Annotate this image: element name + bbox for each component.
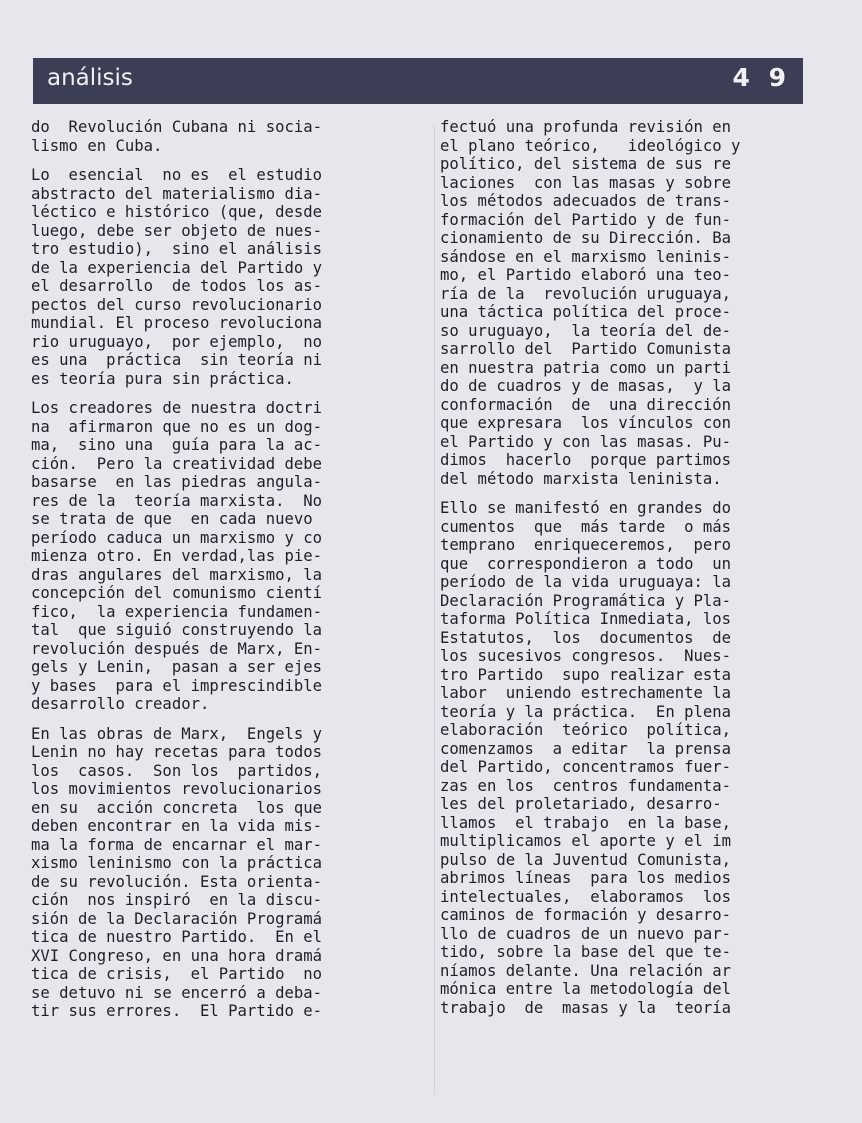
text-line: una táctica política del proce- — [440, 303, 732, 321]
text-line: ría de la revolución uruguaya, — [440, 284, 732, 303]
text-line: XVI Congreso, en una hora dramá — [31, 946, 323, 965]
text-line: sándose en el marxismo leninis- — [440, 247, 732, 266]
text-line: de su revolución. Esta orienta- — [31, 872, 323, 891]
text-line: el plano teórico, ideológico y — [440, 136, 741, 155]
text-line: multiplicamos el aporte y el im — [440, 832, 732, 850]
text-line: zas en los centros fundamenta- — [440, 776, 732, 795]
text-line: período caduca un marxismo y co — [31, 528, 323, 547]
text-line: mundial. El proceso revoluciona — [31, 314, 323, 332]
text-line: tido, sobre la base del que te- — [440, 943, 732, 961]
text-line: laciones con las masas y sobre — [440, 173, 732, 192]
text-line: del Partido, concentramos fuer- — [440, 758, 732, 776]
text-line: so uruguayo, la teoría del de- — [440, 321, 732, 340]
text-line: sarrollo del Partido Comunista — [440, 340, 732, 358]
text-line: período de la vida uruguaya: la — [440, 573, 732, 591]
text-line: y bases para el imprescindible — [31, 676, 323, 695]
text-line: deben encontrar en la vida mis- — [31, 817, 323, 835]
section-title: análisis — [47, 65, 133, 91]
text-line: ma, sino una guía para la ac- — [31, 436, 323, 454]
text-line: dimos hacerlo porque partimos — [440, 451, 732, 469]
right-column — [440, 118, 812, 1028]
text-line: xismo leninismo con la práctica — [31, 854, 323, 872]
text-line: teoría y la práctica. En plena — [440, 702, 732, 721]
text-line: formación del Partido y de fun- — [440, 210, 732, 229]
text-line: fico, la experiencia fundamen- — [31, 602, 323, 621]
text-line: Declaración Programática y Pla- — [440, 591, 732, 610]
text-line: gels y Lenin, pasan a ser ejes — [31, 658, 323, 676]
text-line: pulso de la Juventud Comunista, — [440, 850, 732, 869]
text-line: mienza otro. En verdad,las pie- — [31, 547, 323, 565]
text-line: mo, el Partido elaboró una teo- — [440, 266, 732, 284]
text-line: Estatutos, los documentos de — [440, 628, 732, 647]
text-line: los movimientos revolucionarios — [31, 780, 323, 798]
text-line: do de cuadros y de masas, y la — [440, 377, 732, 395]
text-line: político, del sistema de sus re — [440, 155, 732, 173]
left-column — [31, 118, 403, 1032]
text-line: res de la teoría marxista. No — [31, 491, 323, 510]
text-line: se detuvo ni se encerró a deba- — [31, 983, 323, 1002]
text-line: tro Partido supo realizar esta — [440, 665, 732, 684]
text-line: los casos. Son los partidos, — [31, 761, 323, 780]
text-line: del método marxista leninista. — [440, 469, 722, 488]
text-line: llamos el trabajo en la base, — [440, 813, 732, 832]
text-line: revolución después de Marx, En- — [31, 639, 323, 658]
text-line: do Revolución Cubana ni socia- — [31, 118, 323, 136]
paragraph — [31, 166, 403, 388]
text-line: luego, debe ser objeto de nues- — [31, 221, 323, 240]
text-line: dras angulares del marxismo, la — [31, 565, 323, 584]
text-line: cionamiento de su Dirección. Ba — [440, 229, 732, 247]
text-line: los métodos adecuados de trans- — [440, 192, 732, 210]
text-line: taforma Política Inmediata, los — [440, 610, 732, 628]
text-line: basarse en las piedras angula- — [31, 473, 323, 491]
text-line: los sucesivos congresos. Nues- — [440, 647, 732, 665]
text-line: En las obras de Marx, Engels y — [31, 724, 323, 743]
page-header — [33, 58, 803, 104]
text-line: ción. Pero la creatividad debe — [31, 454, 323, 473]
text-line: trabajo de masas y la teoría — [440, 998, 732, 1017]
text-line: elaboración teórico política, — [440, 721, 732, 739]
text-line: en nuestra patria como un parti — [440, 358, 732, 377]
page-number: 4 9 — [732, 63, 791, 92]
text-line: sión de la Declaración Programá — [31, 909, 323, 928]
text-line: rio uruguayo, por ejemplo, no — [31, 332, 323, 351]
text-line: na afirmaron que no es un dog- — [31, 417, 323, 436]
text-line: Los creadores de nuestra doctri — [31, 399, 323, 417]
text-line: intelectuales, elaboramos los — [440, 887, 732, 906]
text-line: cumentos que más tarde o más — [440, 517, 732, 536]
text-line: pectos del curso revolucionario — [31, 295, 323, 314]
paragraph — [440, 118, 812, 488]
text-line: desarrollo creador. — [31, 695, 210, 713]
text-line: tica de crisis, el Partido no — [31, 965, 323, 983]
text-line: fectuó una profunda revisión en — [440, 118, 732, 136]
text-line: lismo en Cuba. — [31, 136, 163, 155]
text-line: caminos de formación y desarro- — [440, 906, 732, 924]
text-line: tica de nuestro Partido. En el — [31, 928, 323, 946]
text-line: tro estudio), sino el análisis — [31, 240, 323, 258]
text-line: el desarrollo de todos los as- — [31, 277, 323, 295]
text-line: Lenin no hay recetas para todos — [31, 743, 323, 761]
text-line: conformación de una dirección — [440, 395, 732, 414]
text-line: temprano enriqueceremos, pero — [440, 536, 732, 554]
text-line: el Partido y con las masas. Pu- — [440, 432, 732, 451]
text-line: les del proletariado, desarro- — [440, 795, 722, 813]
paragraph — [31, 399, 403, 714]
text-line: es una práctica sin teoría ni — [31, 351, 323, 369]
text-line: labor uniendo estrechamente la — [440, 684, 732, 702]
text-line: ción nos inspiró en la discu- — [31, 891, 323, 909]
text-line: léctico e histórico (que, desde — [31, 203, 323, 221]
text-line: concepción del comunismo cientí — [31, 584, 323, 602]
text-line: tal que siguió construyendo la — [31, 621, 323, 639]
text-line: mónica entre la metodología del — [440, 980, 732, 998]
text-line: tir sus errores. El Partido e- — [31, 1002, 323, 1020]
text-line: de la experiencia del Partido y — [31, 258, 323, 277]
text-line: Lo esencial no es el estudio — [31, 166, 323, 184]
paragraph — [31, 118, 403, 155]
text-line: abrimos líneas para los medios — [440, 869, 732, 887]
text-line: que correspondieron a todo un — [440, 554, 732, 573]
column-divider — [434, 125, 435, 1095]
text-line: en su acción concreta los que — [31, 798, 323, 817]
text-line: comenzamos a editar la prensa — [440, 739, 732, 758]
text-line: ma la forma de encarnar el mar- — [31, 835, 323, 854]
text-line: llo de cuadros de un nuevo par- — [440, 924, 732, 943]
text-line: es teoría pura sin práctica. — [31, 369, 294, 388]
text-line: se trata de que en cada nuevo — [31, 510, 313, 528]
text-line: que expresara los vínculos con — [440, 414, 732, 432]
text-line: abstracto del materialismo dia- — [31, 184, 323, 203]
text-line: Ello se manifestó en grandes do — [440, 499, 732, 517]
text-line: níamos delante. Una relación ar — [440, 961, 732, 980]
paragraph — [440, 499, 812, 1017]
paragraph — [31, 725, 403, 1021]
